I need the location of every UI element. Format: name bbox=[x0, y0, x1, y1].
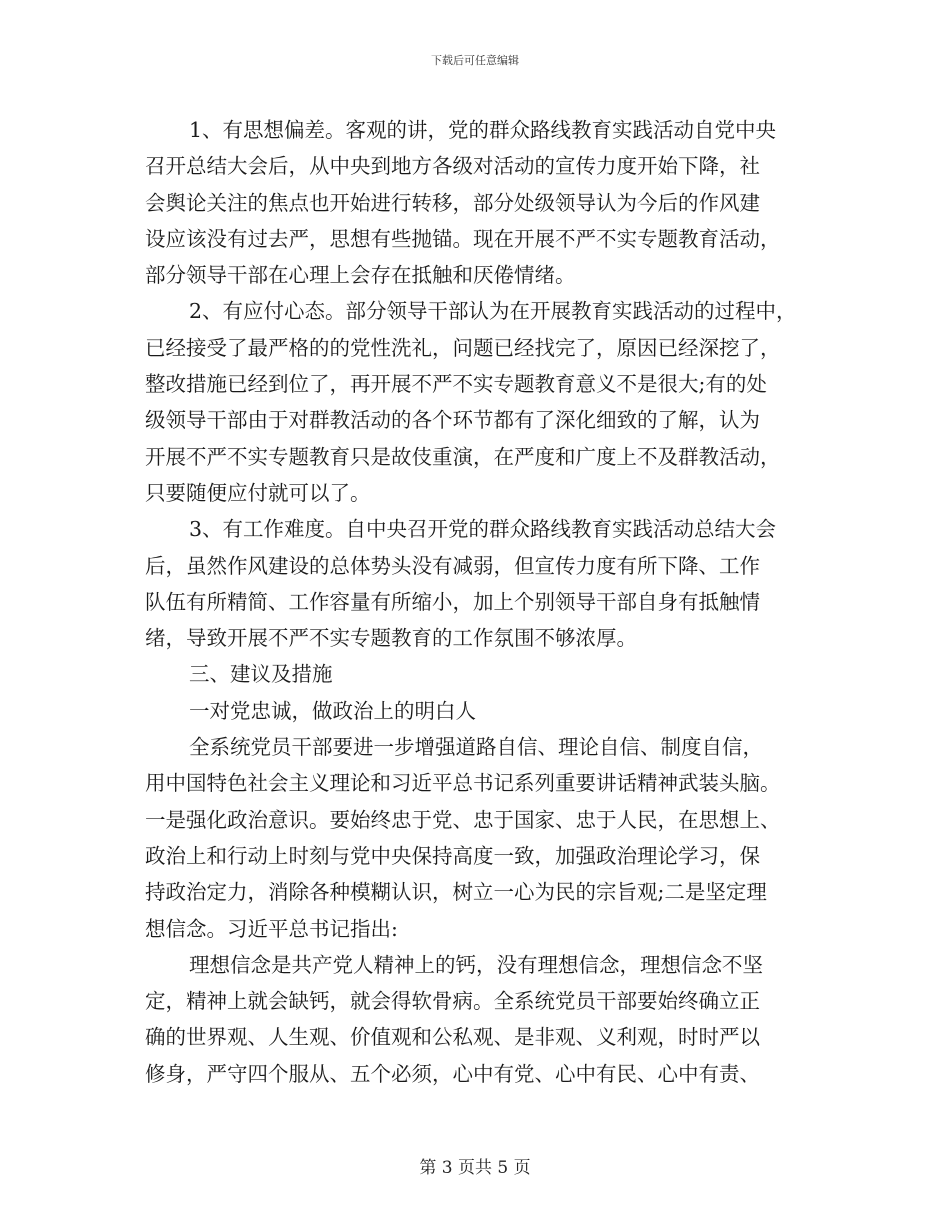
text-line: 确的世界观、人生观、价值观和公私观、是非观、义利观，时时严以 bbox=[145, 1025, 760, 1050]
text-line: 用中国特色社会主义理论和习近平总书记系列重要讲话精神武装头脑。 bbox=[145, 771, 781, 796]
page-header: 下载后可任意编辑 bbox=[431, 54, 519, 67]
page-footer: 第 3 页共 5 页 bbox=[419, 1158, 531, 1178]
text-line: 一是强化政治意识。要始终忠于党、忠于国家、忠于人民，在思想上、 bbox=[145, 807, 781, 832]
text-line: 一对党忠诚，做政治上的明白人 bbox=[189, 698, 476, 723]
text-line: 全系统党员干部要进一步增强道路自信、理论自信、制度自信， bbox=[189, 735, 763, 760]
text-line: 开展不严不实专题教育只是故伎重演，在严度和广度上不及群教活动， bbox=[145, 444, 781, 469]
document-body bbox=[145, 112, 825, 1092]
text-line: 持政治定力，消除各种模糊认识，树立一心为民的宗旨观;二是坚定理 bbox=[145, 880, 767, 905]
text-line: 定，精神上就会缺钙，就会得软骨病。全系统党员干部要始终确立正 bbox=[145, 989, 760, 1014]
text-line: 会舆论关注的焦点也开始进行转移，部分处级领导认为今后的作风建 bbox=[145, 190, 760, 215]
text-line: 队伍有所精简、工作容量有所缩小，加上个别领导干部自身有抵触情 bbox=[145, 589, 760, 614]
text-line: 政治上和行动上时刻与党中央保持高度一致，加强政治理论学习，保 bbox=[145, 843, 760, 868]
text-line: 想信念。习近平总书记指出: bbox=[145, 916, 398, 941]
text-line: 2、有应付心态。部分领导干部认为在开展教育实践活动的过程中， bbox=[189, 299, 797, 324]
text-line: 后，虽然作风建设的总体势头没有减弱，但宣传力度有所下降、工作 bbox=[145, 553, 760, 578]
text-line: 3、有工作难度。自中央召开党的群众路线教育实践活动总结大会 bbox=[189, 517, 777, 542]
text-line: 1、有思想偏差。客观的讲，党的群众路线教育实践活动自党中央 bbox=[189, 118, 777, 142]
text-line: 设应该没有过去严，思想有些抛锚。现在开展不严不实专题教育活动， bbox=[145, 226, 781, 251]
text-line: 理想信念是共产党人精神上的钙，没有理想信念，理想信念不坚 bbox=[189, 952, 763, 977]
text-line: 只要随便应付就可以了。 bbox=[145, 480, 371, 505]
text-line: 级领导干部由于对群教活动的各个环节都有了深化细致的了解，认为 bbox=[145, 408, 760, 433]
text-line: 三、建议及措施 bbox=[189, 662, 333, 687]
text-line: 修身，严守四个服从、五个必须，心中有党、心中有民、心中有责、 bbox=[145, 1061, 760, 1086]
text-line: 召开总结大会后，从中央到地方各级对活动的宣传力度开始下降，社 bbox=[145, 154, 760, 179]
text-line: 绪，导致开展不严不实专题教育的工作氛围不够浓厚。 bbox=[145, 626, 637, 651]
text-line: 部分领导干部在心理上会存在抵触和厌倦情绪。 bbox=[145, 263, 576, 288]
text-line: 已经接受了最严格的的党性洗礼，问题已经找完了，原因已经深挖了， bbox=[145, 335, 781, 360]
text-line: 整改措施已经到位了，再开展不严不实专题教育意义不是很大;有的处 bbox=[145, 372, 767, 397]
